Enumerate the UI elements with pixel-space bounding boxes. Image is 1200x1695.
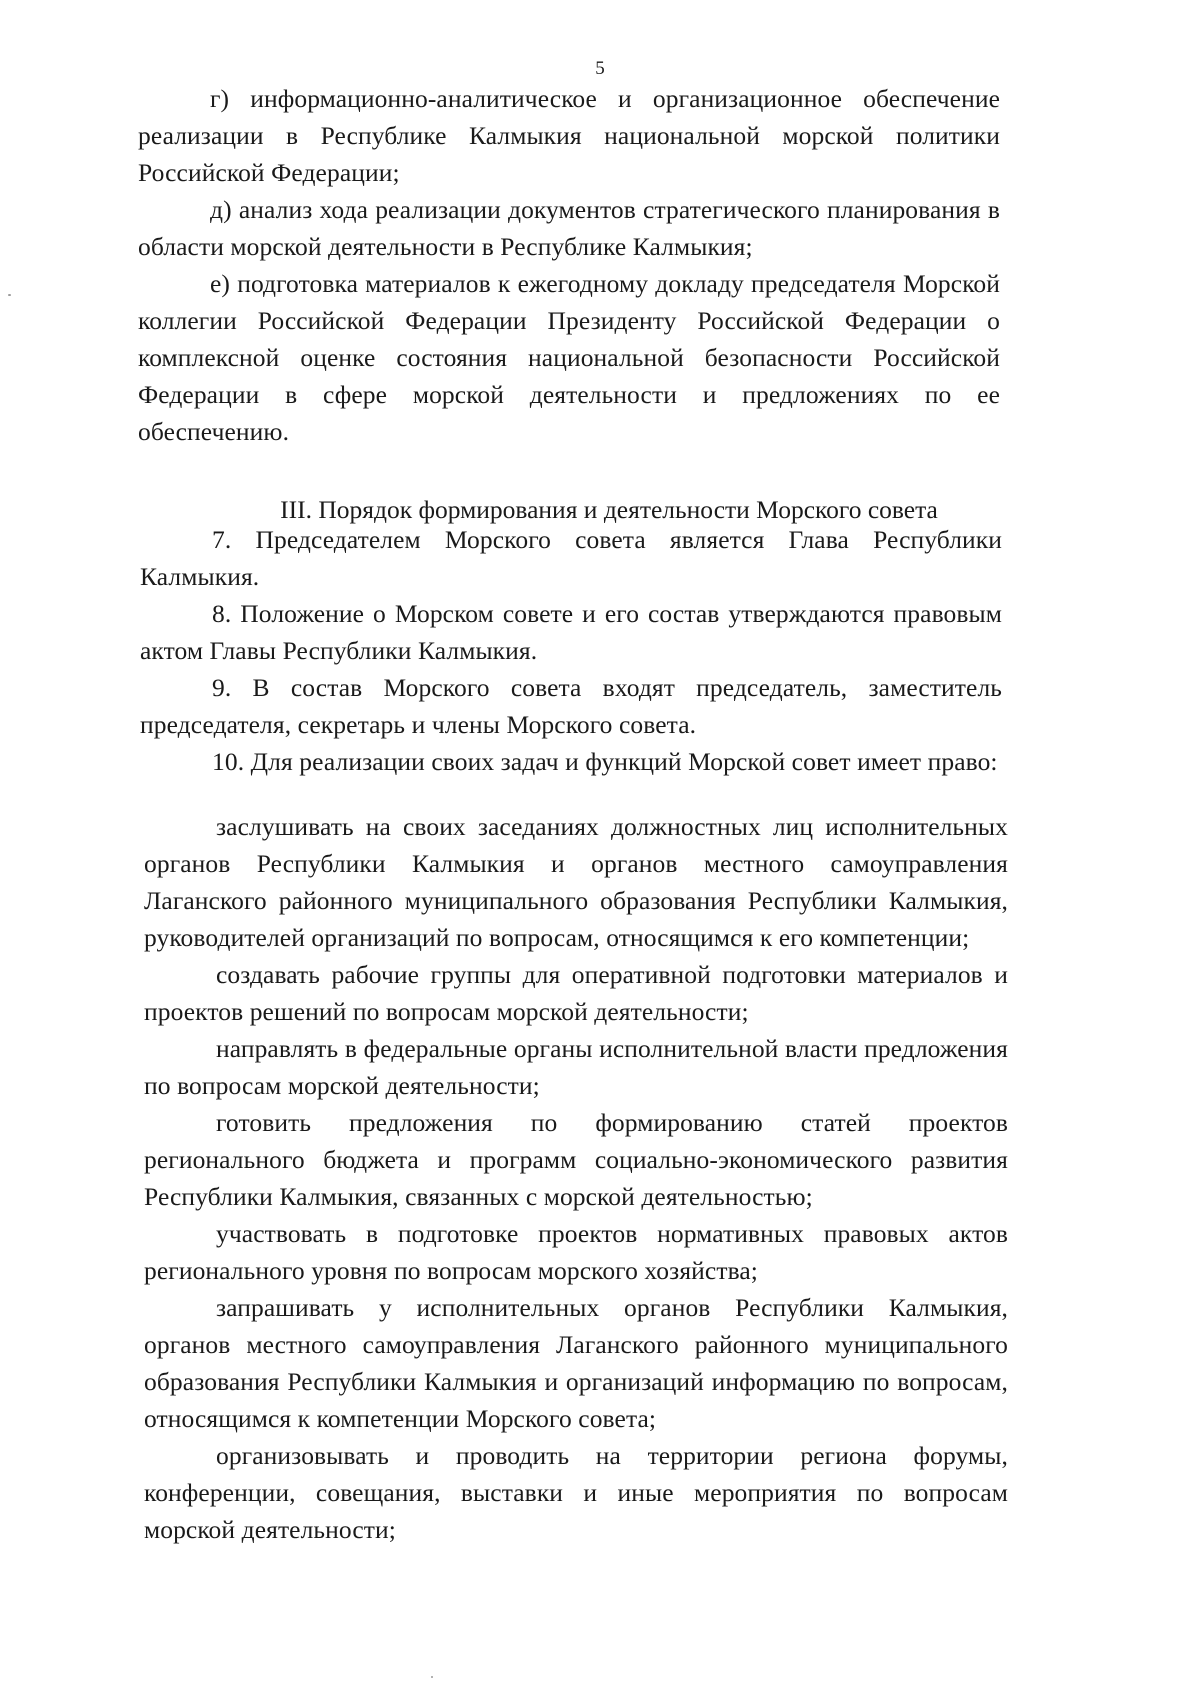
section-a-block bbox=[138, 80, 1000, 450]
page-number: 5 bbox=[595, 58, 605, 79]
right-item: организовывать и проводить на территории региона форумы, конференции, совещания, выставки и иные мероприятия по вопросам морской деятельности; bbox=[144, 1441, 1008, 1544]
paragraph-g: г) информационно-аналитическое и организационное обеспечение реализации в Республике Калмыкия национальной морской политики Российской Федерации; bbox=[138, 84, 1000, 187]
right-item: готовить предложения по формированию статей проектов регионального бюджета и программ социально-экономического развития Республики Калмыкия, связанных с морской деятельностью; bbox=[144, 1108, 1008, 1211]
item-7: 7. Председателем Морского совета является Глава Республики Калмыкия. bbox=[140, 525, 1002, 591]
section-iii-items bbox=[140, 521, 1002, 780]
scan-speck bbox=[431, 1676, 433, 1678]
section-heading: III. Порядок формирования и деятельности Морского совета bbox=[280, 495, 938, 524]
paragraph-d: д) анализ хода реализации документов стратегического планирования в области морской деятельности в Республике Калмыкия; bbox=[138, 195, 1000, 261]
item-9: 9. В состав Морского совета входят председатель, заместитель председателя, секретарь и члены Морского совета. bbox=[140, 673, 1002, 739]
right-item: направлять в федеральные органы исполнительной власти предложения по вопросам морской деятельности; bbox=[144, 1034, 1008, 1100]
right-item: запрашивать у исполнительных органов Республики Калмыкия, органов местного самоуправления Лаганского районного муниципального образования Республики Калмыкия и организаций информацию по вопросам, относящимся к компетенции Морского совета; bbox=[144, 1293, 1008, 1433]
right-item: участвовать в подготовке проектов нормативных правовых актов регионального уровня по вопросам морского хозяйства; bbox=[144, 1219, 1008, 1285]
scan-speck bbox=[8, 294, 11, 296]
rights-list bbox=[144, 808, 1008, 1548]
right-item: создавать рабочие группы для оперативной подготовки материалов и проектов решений по вопросам морской деятельности; bbox=[144, 960, 1008, 1026]
item-10: 10. Для реализации своих задач и функций Морской совет имеет право: bbox=[212, 747, 998, 776]
paragraph-e: е) подготовка материалов к ежегодному докладу председателя Морской коллегии Российской Федерации Президенту Российской Федерации о комплексной оценке состояния национальной безопасности Российской Федерации в сфере морской деятельности и предложениях по ее обеспечению. bbox=[138, 269, 1000, 446]
item-8: 8. Положение о Морском совете и его состав утверждаются правовым актом Главы Республики Калмыкия. bbox=[140, 599, 1002, 665]
right-item: заслушивать на своих заседаниях должностных лиц исполнительных органов Республики Калмыкия и органов местного самоуправления Лаганского районного муниципального образования Республики Калмыкия, руководителей организаций по вопросам, относящимся к его компетенции; bbox=[144, 812, 1008, 952]
